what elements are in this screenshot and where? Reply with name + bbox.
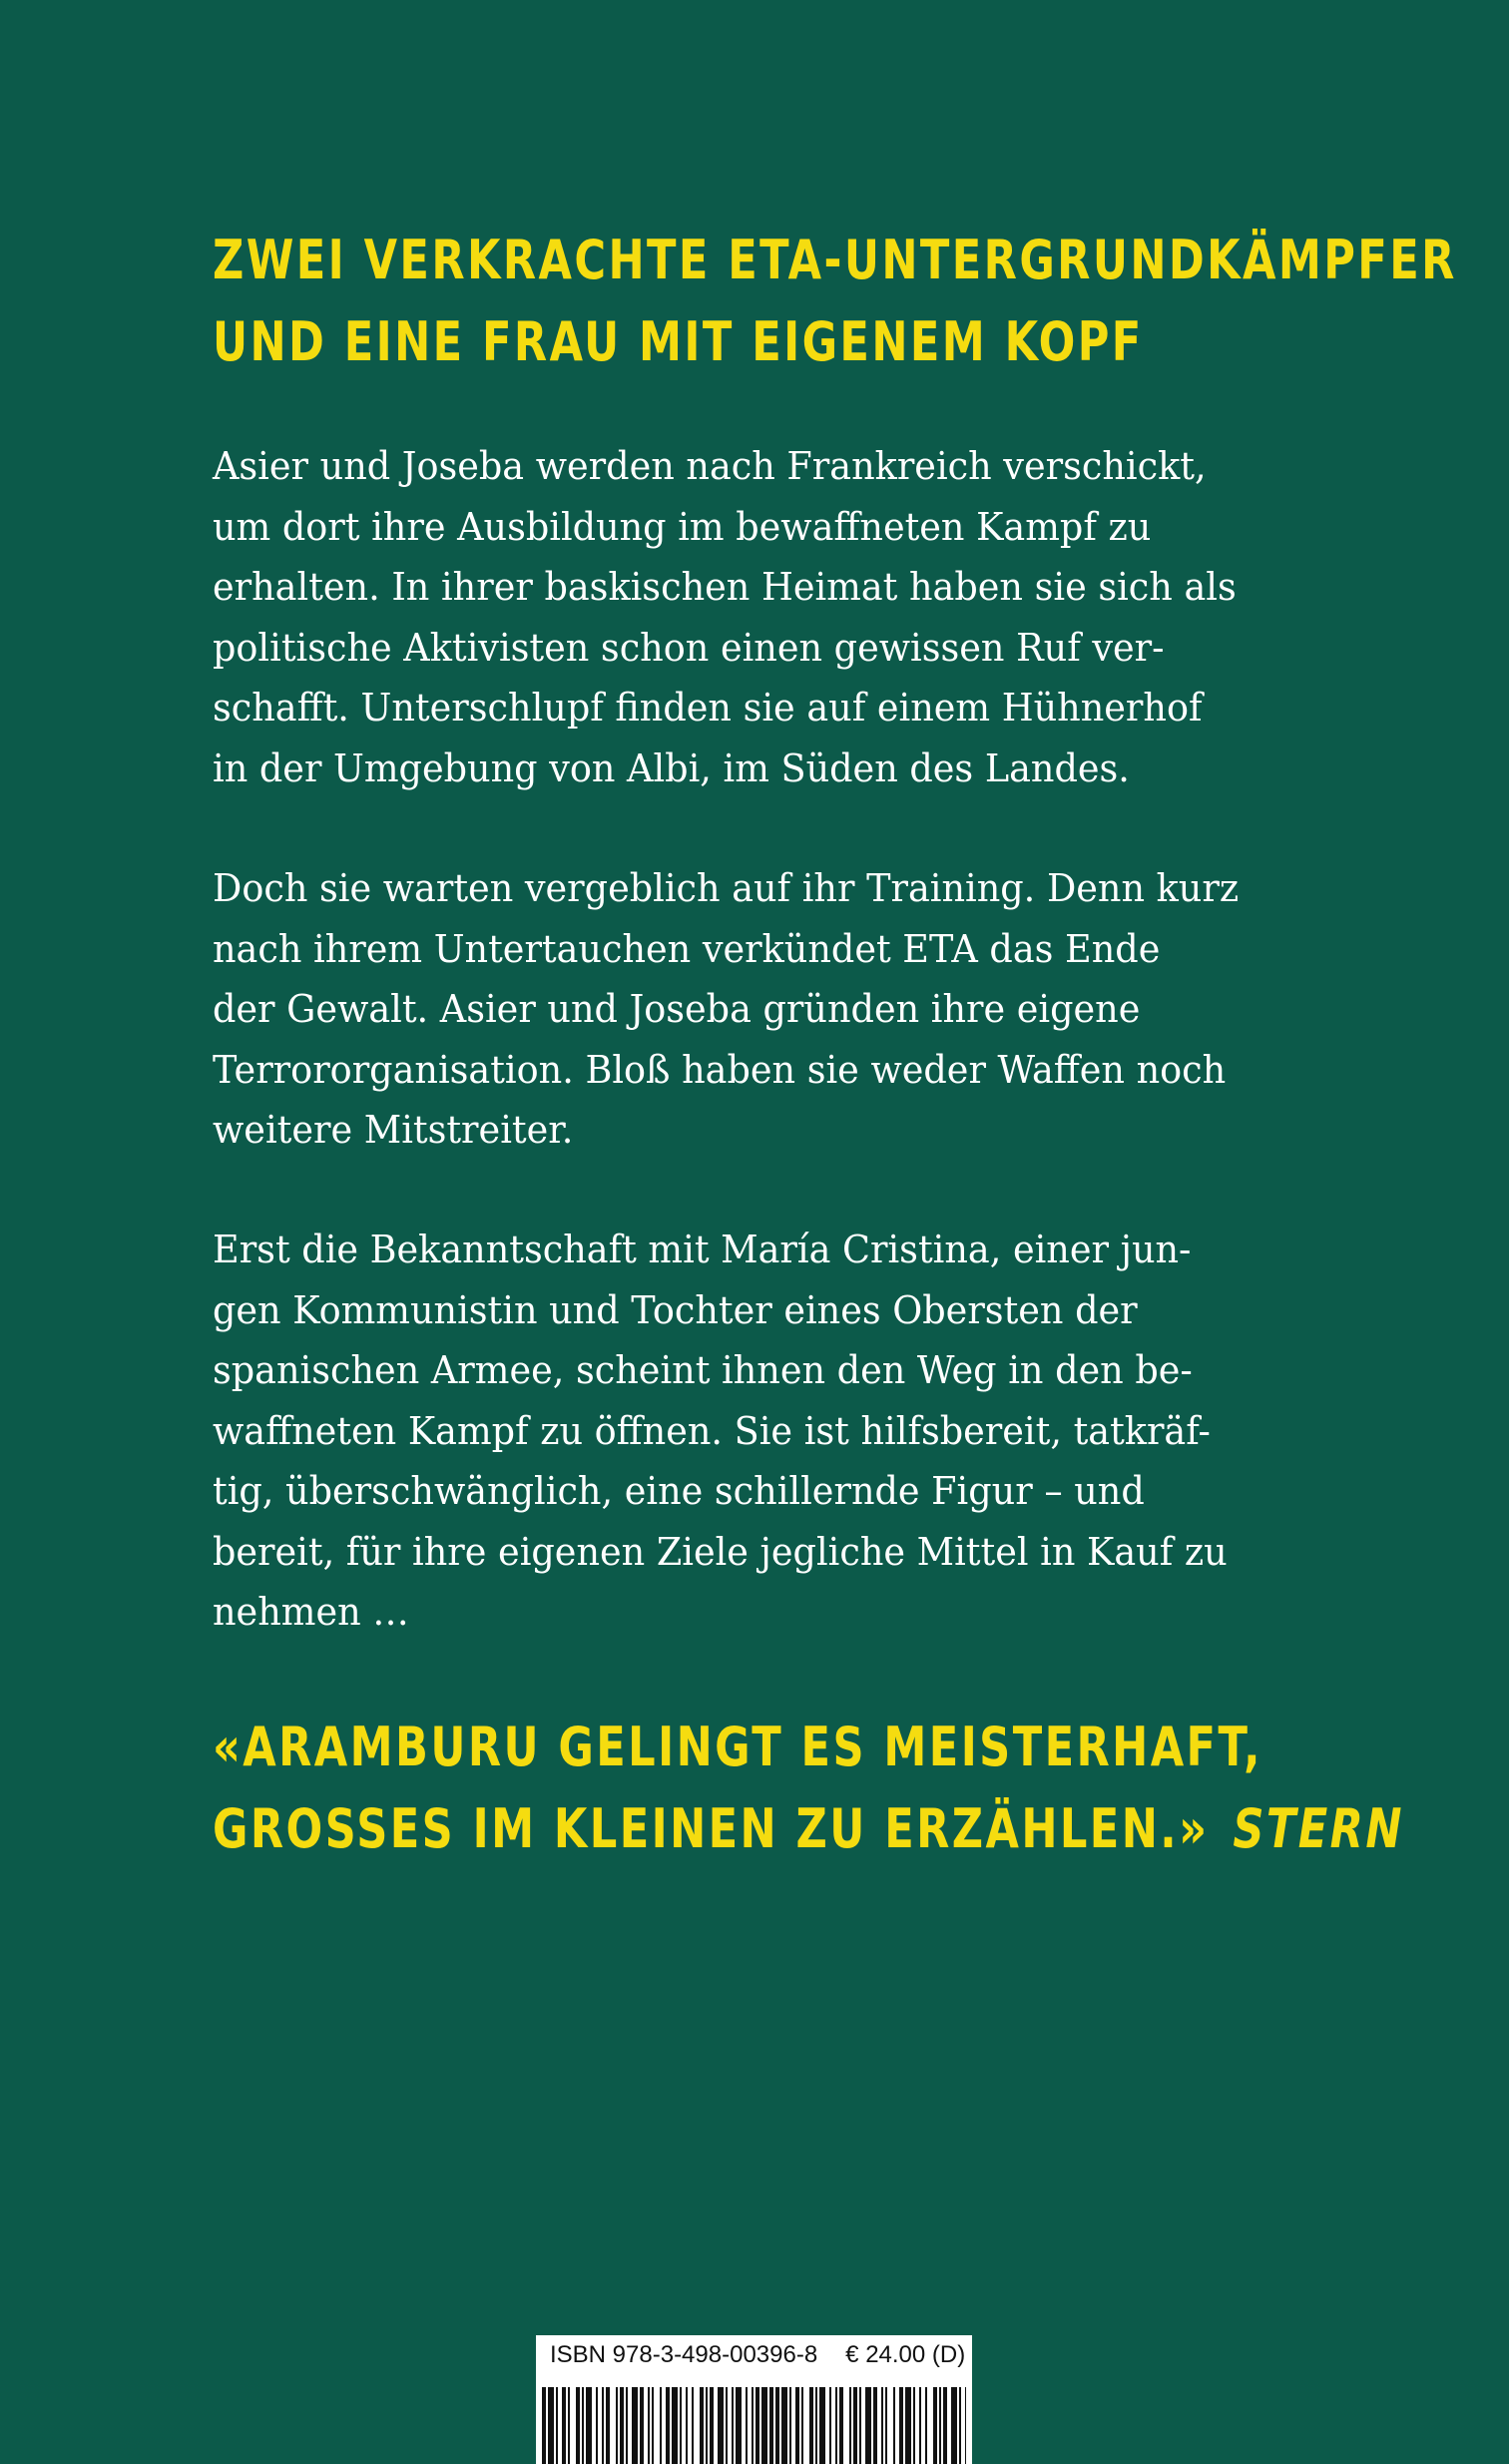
barcode-bar [680, 2387, 682, 2464]
text-line: nehmen … [213, 1590, 409, 1635]
text-line: Asier und Joseba werden nach Frankreich verschickt, [213, 444, 1207, 489]
barcode-bar [568, 2387, 570, 2464]
barcode-bar [809, 2387, 813, 2464]
barcode-bar [736, 2387, 742, 2464]
barcode-icon [538, 2387, 970, 2464]
barcode-bar [865, 2387, 871, 2464]
barcode-bar [849, 2387, 851, 2464]
headline-line-1: ZWEI VERKRACHTE ETA-UNTERGRUNDKÄMPFER [213, 229, 1457, 291]
barcode-bar [925, 2387, 927, 2464]
isbn-line [550, 2341, 965, 2369]
text-line: gen Kommunistin und Tochter eines Obersten der [213, 1287, 1138, 1333]
quote-line-2-text: GROSSES IM KLEINEN ZU ERZÄHLEN.» [213, 1797, 1210, 1860]
barcode-bar [795, 2387, 799, 2464]
barcode-bar [556, 2387, 558, 2464]
barcode-bar [718, 2387, 724, 2464]
barcode-bar [700, 2387, 704, 2464]
blurb-paragraph-3 [213, 1221, 1265, 1644]
barcode-bar [660, 2387, 662, 2464]
text-line: waffneten Kampf zu öffnen. Sie ist hilfsbereit, tatkräf- [213, 1408, 1211, 1454]
barcode-bar [769, 2387, 773, 2464]
text-line: bereit, für ihre eigenen Ziele jegliche Mittel in Kauf zu [213, 1529, 1228, 1575]
barcode-bar [666, 2387, 670, 2464]
barcode-bar [885, 2387, 887, 2464]
barcode-bar [606, 2387, 610, 2464]
barcode-bar [775, 2387, 779, 2464]
barcode-bar [562, 2387, 566, 2464]
text-line: Erst die Bekanntschaft mit María Cristina, einer jun- [213, 1228, 1192, 1272]
text-line: nach ihrem Untertauchen verkündet ETA das Ende [213, 926, 1161, 972]
barcode-bar [933, 2387, 937, 2464]
barcode-bar [913, 2387, 915, 2464]
barcode-bar [859, 2387, 861, 2464]
press-quote [213, 1707, 1404, 1870]
barcode-bar [586, 2387, 592, 2464]
barcode-bar [881, 2387, 883, 2464]
barcode-bar [893, 2387, 895, 2464]
text-line: politische Aktivisten schon einen gewissen Ruf ver- [213, 625, 1165, 671]
barcode-bar [939, 2387, 941, 2464]
barcode-bar [632, 2387, 638, 2464]
barcode-bar [746, 2387, 748, 2464]
barcode-bar [761, 2387, 767, 2464]
barcode-bar [726, 2387, 728, 2464]
barcode-bar [548, 2387, 554, 2464]
barcode-bar [905, 2387, 911, 2464]
barcode-bar [686, 2387, 688, 2464]
barcode-bar [640, 2387, 644, 2464]
barcode-bar [706, 2387, 708, 2464]
quote-source: STERN [1233, 1797, 1404, 1860]
barcode-bar [732, 2387, 734, 2464]
barcode-bar [965, 2387, 966, 2464]
blurb-paragraph-1 [213, 437, 1265, 799]
isbn-number: ISBN 978-3-498-00396-8 [550, 2341, 818, 2368]
barcode-bar [648, 2387, 650, 2464]
barcode-bar [710, 2387, 714, 2464]
barcode-bar [755, 2387, 759, 2464]
text-line: Doch sie warten vergeblich auf ihr Training. Denn kurz [213, 866, 1240, 911]
barcode-bar [781, 2387, 787, 2464]
barcode-bar [943, 2387, 947, 2464]
quote-line-2 [213, 1788, 1404, 1870]
barcode-area [536, 2335, 972, 2464]
barcode-bar [835, 2387, 837, 2464]
text-line: weitere Mitstreiter. [213, 1108, 574, 1153]
text-line: schafft. Unterschlupf finden sie auf einem Hühnerhof [213, 686, 1203, 731]
text-line: um dort ihre Ausbildung im bewaffneten Kampf zu [213, 504, 1152, 550]
barcode-bar [576, 2387, 580, 2464]
barcode-bar [620, 2387, 624, 2464]
barcode-bar [853, 2387, 857, 2464]
barcode-bar [602, 2387, 604, 2464]
barcode-bar [752, 2387, 754, 2464]
barcode-bar [819, 2387, 825, 2464]
barcode-bar [582, 2387, 584, 2464]
barcode-bar [789, 2387, 791, 2464]
barcode-bar [829, 2387, 831, 2464]
barcode-bar [692, 2387, 694, 2464]
barcode-bar [873, 2387, 877, 2464]
barcode-bar [672, 2387, 678, 2464]
text-line: tig, überschwänglich, eine schillernde Figur – und [213, 1469, 1145, 1514]
price: € 24.00 (D) [845, 2341, 966, 2368]
barcode-bar [959, 2387, 961, 2464]
barcode-bar [919, 2387, 921, 2464]
barcode-bar [801, 2387, 803, 2464]
barcode-bar [839, 2387, 843, 2464]
barcode-bar [626, 2387, 628, 2464]
barcode-bar [542, 2387, 546, 2464]
headline-line-2: UND EINE FRAU MIT EIGENEM KOPF [213, 310, 1144, 373]
barcode-bar [951, 2387, 957, 2464]
text-line: erhalten. In ihrer baskischen Heimat haben sie sich als [213, 565, 1237, 610]
barcode-bar [899, 2387, 903, 2464]
text-line: Terrororganisation. Bloß haben sie weder Waffen noch [213, 1047, 1227, 1093]
barcode-bar [616, 2387, 618, 2464]
text-line: spanischen Armee, scheint ihnen den Weg in den be- [213, 1348, 1193, 1393]
quote-line-1: «ARAMBURU GELINGT ES MEISTERHAFT, [213, 1716, 1262, 1778]
text-line: in der Umgebung von Albi, im Süden des Landes. [213, 745, 1130, 791]
barcode-bar [596, 2387, 598, 2464]
barcode-bar [652, 2387, 654, 2464]
barcode-bar [815, 2387, 817, 2464]
text-line: der Gewalt. Asier und Joseba gründen ihre eigene [213, 987, 1141, 1032]
headline [213, 220, 1457, 383]
blurb-paragraph-2 [213, 859, 1265, 1162]
